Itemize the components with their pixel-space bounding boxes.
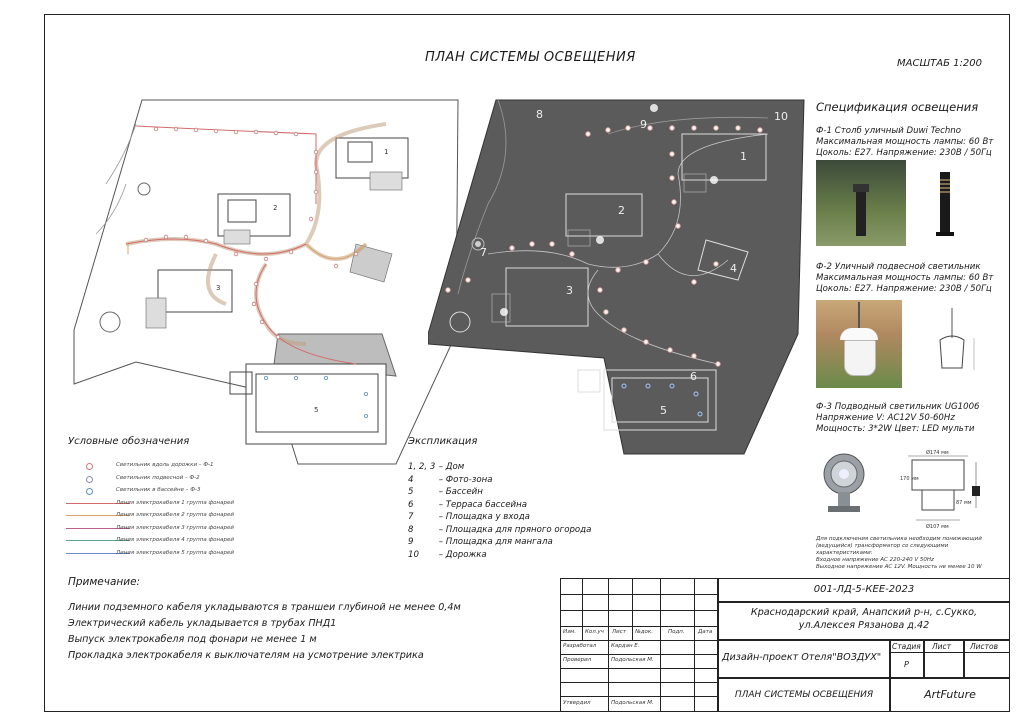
bollard-drawing: [930, 168, 960, 240]
plan-label: 7: [480, 246, 487, 259]
explication-number: 5: [408, 487, 414, 497]
plan-label: 3: [566, 284, 573, 297]
explication-row: [408, 475, 493, 485]
pendant-photo: [816, 300, 902, 388]
plan-label: 4: [730, 262, 737, 275]
legend-label: Светильник подвесной – Ф-2: [116, 474, 200, 481]
spec-item-2: [816, 262, 993, 295]
explication-label: – Дом: [438, 462, 465, 472]
spec-line: Ф-2 Уличный подвесной светильник: [816, 262, 981, 272]
explication-number: 7: [408, 512, 414, 522]
dimension-bottom: Ø107 мм: [926, 524, 949, 530]
approved-name: Подольская М.: [611, 700, 654, 706]
footnote-line: Выходное напряжение AC 12V. Мощность не менее 10 W: [816, 564, 982, 570]
stage-value: Р: [904, 660, 909, 669]
drawing-title: ПЛАН СИСТЕМЫ ОСВЕЩЕНИЯ: [425, 50, 636, 65]
building-3: [158, 270, 232, 312]
pendant-body: [844, 340, 876, 376]
dark-plan-area: [428, 100, 804, 454]
developed-name: Кардан Е.: [611, 643, 640, 649]
notes-heading: Примечание:: [68, 576, 141, 588]
plan-label: 5: [660, 404, 667, 417]
plan-label: 6: [690, 370, 697, 383]
address-line-2: ул.Алексея Рязанова д.42: [798, 620, 930, 631]
pendant-cap: [840, 328, 878, 340]
explication-label: – Фото-зона: [438, 474, 493, 485]
col-header: Изм.: [563, 629, 576, 635]
legend-label: Линия электрокабеля 1 группа фонарей: [116, 499, 234, 506]
dimension-side2: 87 мм: [956, 500, 972, 506]
note-item: Линии подземного кабеля укладываются в траншеи глубиной не менее 0,4м: [68, 602, 461, 613]
col-header: Подп.: [668, 629, 685, 635]
sheet-title: ПЛАН СИСТЕМЫ ОСВЕЩЕНИЯ: [734, 690, 874, 700]
explication-number: 8: [408, 524, 414, 535]
bollard-post: [856, 190, 866, 236]
explication-heading: Экспликация: [408, 436, 478, 447]
spec-heading: Спецификация освещения: [816, 100, 979, 114]
bollard-cap: [853, 184, 869, 192]
drawing-code: 001-ЛД-5-КЕЕ-2023: [813, 584, 915, 595]
lamp-symbol-icon: [86, 463, 93, 470]
sheets-label: Листов: [970, 642, 999, 651]
plan-label: 1: [740, 150, 747, 163]
footnote-line: Для подключения светильника необходим понижающий: [816, 536, 982, 542]
spec-item-3: [816, 402, 980, 435]
legend-label: Линия электрокабеля 5 группа фонарей: [116, 549, 234, 556]
scale-label: МАСШТАБ 1:200: [897, 58, 982, 69]
explication-row: [408, 487, 483, 497]
bollard-photo: [816, 160, 906, 246]
legend-label: Линия электрокабеля 3 группа фонарей: [116, 524, 234, 531]
underwater-lamp-drawing: [898, 446, 998, 532]
explication-row: [408, 512, 530, 522]
spec-line: Мощность: 3*2W Цвет: LED мульти: [816, 424, 975, 434]
explication-row: [408, 537, 553, 547]
sheet-label: Лист: [932, 642, 952, 651]
spec-line: Максимальная мощность лампы: 60 Вт: [816, 137, 994, 147]
explication-row: [408, 525, 591, 535]
site-plan-dark: [428, 94, 808, 474]
lamp-symbol-icon: [86, 476, 93, 483]
plan-label: 3: [216, 284, 221, 292]
site-plan-light: [66, 94, 466, 474]
plan-label: 2: [273, 204, 278, 212]
explication-number: 6: [408, 499, 414, 510]
explication-number: 1, 2, 3: [408, 462, 436, 472]
address: [718, 606, 1010, 632]
spec-line: Цоколь: E27. Напряжение: 230В / 50Гц: [816, 284, 992, 294]
spec-line: Ф-3 Подводный светильник UG1006: [816, 402, 980, 412]
explication-number: 10: [408, 549, 419, 560]
title-block: [560, 578, 1010, 712]
spec-line: Ф-1 Столб уличный Duwi Techno: [816, 126, 962, 136]
legend-heading: Условные обозначения: [68, 436, 190, 447]
developed-label: Разработал: [563, 643, 597, 649]
footnote-line: (ведущийся) трансформатор со следующими: [816, 543, 949, 549]
note-item: Электрический кабель укладывается в трубах ПНД1: [68, 618, 337, 629]
col-header: №док.: [635, 629, 653, 635]
footnote-line: Входное напряжение AC 220-240 V 50Hz: [816, 557, 934, 563]
approved-label: Утвердил: [563, 700, 591, 706]
dimension-side1: 170 мм: [900, 476, 919, 482]
plan-label: 1: [384, 148, 389, 156]
note-item: Выпуск электрокабеля под фонари не менее 1 м: [68, 634, 317, 645]
plan-label: 2: [618, 204, 625, 217]
explication-label: – Площадка для мангала: [438, 537, 553, 547]
explication-label: – Бассейн: [438, 487, 483, 497]
spec-footnote: [816, 536, 982, 571]
col-header: Лист: [612, 629, 626, 635]
spec-line: Цоколь: E27. Напряжение: 230В / 50Гц: [816, 148, 992, 158]
explication-label: – Площадка для пряного огорода: [438, 524, 592, 535]
project-name: Дизайн-проект Отеля"ВОЗДУХ": [722, 652, 882, 663]
checked-name: Подольская М.: [611, 657, 654, 663]
plan-label: 5: [314, 406, 319, 414]
lamp-symbol-icon: [86, 488, 93, 495]
dimension-top: Ø174 мм: [926, 450, 949, 456]
spec-line: Напряжение V: AC12V 50-60Hz: [816, 413, 955, 423]
checked-label: Проверил: [563, 657, 592, 663]
explication-row: [408, 500, 527, 510]
underwater-lamp-photo: [812, 448, 884, 520]
address-line-1: Краснодарский край, Анапский р-н, с.Сукко,: [750, 607, 978, 618]
legend-label: Светильник вдоль дорожки – Ф-1: [116, 462, 214, 468]
col-header: Кол.уч: [585, 629, 605, 635]
company-name: ArtFuture: [924, 688, 976, 701]
legend-label: Линия электрокабеля 4 группа фонарей: [116, 537, 234, 543]
explication-label: – Площадка у входа: [438, 512, 530, 522]
plan-label: 10: [774, 110, 788, 123]
footnote-line: характеристиками:: [816, 550, 873, 556]
col-header: Дата: [698, 629, 713, 635]
explication-label: – Дорожка: [438, 549, 487, 560]
explication-label: – Терраса бассейна: [438, 499, 527, 510]
plan-label: 8: [536, 108, 543, 121]
spec-line: Максимальная мощность лампы: 60 Вт: [816, 273, 994, 283]
note-item: Прокладка электрокабеля к выключателям на усмотрение электрика: [68, 650, 424, 661]
legend-label: Линия электрокабеля 2 группа фонарей: [116, 512, 234, 518]
explication-row: [408, 462, 464, 472]
explication-row: [408, 550, 487, 560]
spec-item-1: [816, 126, 993, 159]
plan-label: 9: [640, 118, 647, 131]
stage-label: Стадия: [892, 642, 921, 651]
pendant-chain: [858, 302, 860, 328]
pendant-drawing: [928, 304, 988, 386]
explication-number: 4: [408, 474, 414, 485]
explication-number: 9: [408, 537, 414, 547]
legend-label: Светильник в бассейне – Ф-3: [116, 487, 201, 493]
